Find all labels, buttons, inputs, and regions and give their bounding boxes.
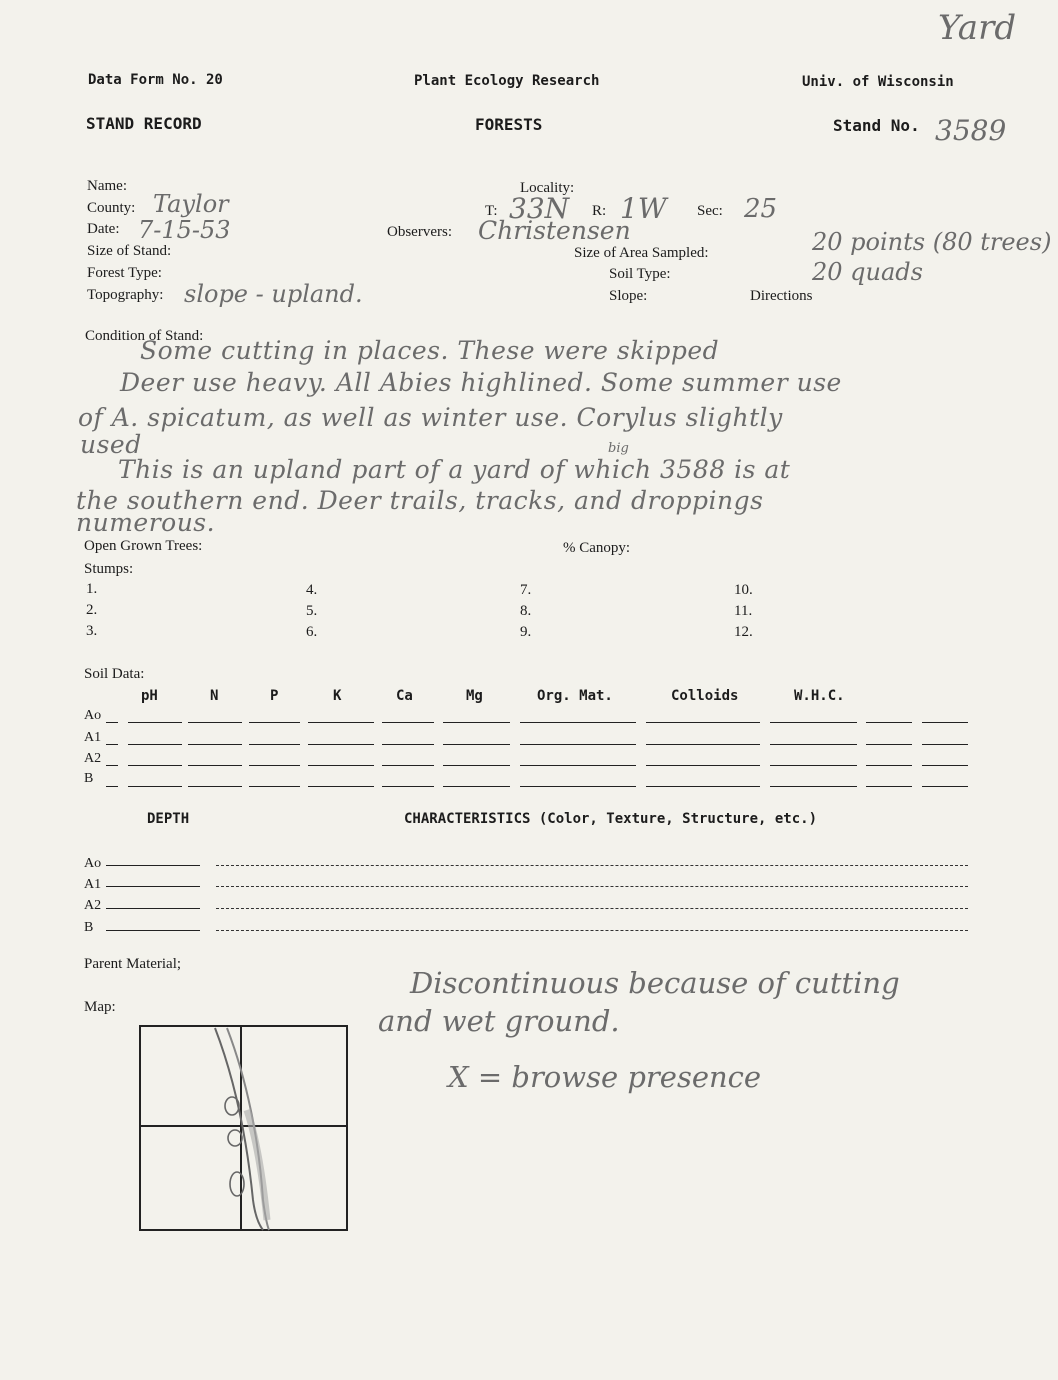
soil-entry-line [382, 765, 434, 766]
soil-col-header: Colloids [671, 688, 739, 704]
map-browse-marker [225, 1097, 239, 1115]
soil-entry-line [866, 744, 912, 745]
condition-line-2: Deer use heavy. All Abies highlined. Some summer use [120, 368, 842, 397]
soil-col-header: Mg [466, 688, 483, 704]
soil-entry-line [106, 722, 118, 723]
soil-entry-line [922, 744, 968, 745]
characteristics-entry-line [216, 908, 968, 909]
stump-number: 9. [520, 624, 532, 640]
date-label: Date: [87, 221, 120, 237]
soil-entry-line [188, 744, 242, 745]
stump-number: 5. [306, 603, 318, 619]
soil-entry-line [922, 786, 968, 787]
corner-note: Yard [938, 8, 1017, 48]
soil-entry-line [520, 744, 636, 745]
soil-entry-line [382, 722, 434, 723]
soil-entry-line [106, 786, 118, 787]
map-label: Map: [84, 999, 116, 1015]
soil-entry-line [249, 765, 300, 766]
soil-entry-line [249, 722, 300, 723]
condition-line-6: the southern end. Deer trails, tracks, and droppings [76, 486, 764, 515]
stump-number: 2. [86, 602, 98, 618]
topography-value: slope - upland. [184, 280, 363, 308]
university: Univ. of Wisconsin [802, 74, 954, 90]
name-label: Name: [87, 178, 127, 194]
stump-number: 4. [306, 582, 318, 598]
condition-line-7: numerous. [76, 508, 216, 537]
soil-entry-line [922, 722, 968, 723]
soil-entry-line [922, 765, 968, 766]
forest-title: FORESTS [475, 115, 543, 134]
soil-entry-line [188, 722, 242, 723]
canopy-label: % Canopy: [563, 540, 631, 556]
slope-label: Slope: [609, 288, 648, 304]
soil-col-header: W.H.C. [794, 688, 845, 704]
section-value: 25 [744, 194, 778, 224]
soil-row-label: Ao [84, 708, 102, 723]
stump-number: 11. [734, 603, 753, 619]
soil-entry-line [646, 744, 760, 745]
depth-entry-line [106, 930, 200, 931]
range-label: R: [592, 203, 607, 219]
parent-material-label: Parent Material; [84, 956, 182, 972]
soil-data-label: Soil Data: [84, 666, 145, 682]
soil-entry-line [646, 765, 760, 766]
soil-entry-line [443, 722, 510, 723]
forest-type-label: Forest Type: [87, 265, 162, 281]
depth-row-label: A1 [84, 877, 102, 892]
soil-entry-line [443, 786, 510, 787]
soil-entry-line [443, 744, 510, 745]
condition-line-1: Some cutting in places. These were skipped [140, 336, 720, 365]
stand-number-value: 3589 [935, 114, 1007, 147]
county-value: Taylor [153, 190, 229, 218]
characteristics-label: CHARACTERISTICS (Color, Texture, Structure, etc.) [404, 811, 818, 827]
soil-entry-line [308, 786, 374, 787]
soil-entry-line [770, 744, 857, 745]
soil-entry-line [188, 765, 242, 766]
township-label: T: [485, 203, 498, 219]
stump-number: 10. [734, 582, 753, 598]
map-note-2: and wet ground. [378, 1004, 620, 1038]
depth-row-label: A2 [84, 898, 102, 913]
soil-entry-line [866, 765, 912, 766]
soil-col-header: K [333, 688, 342, 704]
soil-entry-line [520, 722, 636, 723]
soil-entry-line [770, 722, 857, 723]
size-of-stand-label: Size of Stand: [87, 243, 172, 259]
soil-entry-line [382, 786, 434, 787]
soil-col-header: Org. Mat. [537, 688, 613, 704]
topography-label: Topography: [87, 287, 164, 303]
soil-entry-line [308, 744, 374, 745]
stump-number: 1. [86, 581, 98, 597]
soil-entry-line [128, 744, 182, 745]
county-label: County: [87, 200, 136, 216]
depth-entry-line [106, 908, 200, 909]
soil-type-label: Soil Type: [609, 266, 671, 282]
soil-entry-line [128, 786, 182, 787]
depth-entry-line [106, 865, 200, 866]
characteristics-entry-line [216, 886, 968, 887]
soil-entry-line [443, 765, 510, 766]
soil-entry-line [646, 722, 760, 723]
soil-col-header: pH [141, 688, 158, 704]
stump-number: 8. [520, 603, 532, 619]
area-sampled-quads: 20 quads [812, 258, 923, 286]
area-sampled-value: 20 points (80 trees) [812, 228, 1052, 256]
soil-entry-line [770, 786, 857, 787]
soil-col-header: P [270, 688, 279, 704]
condition-label: Condition of Stand: [85, 328, 204, 344]
date-value: 7-15-53 [138, 216, 231, 244]
observers-value: Christensen [478, 216, 631, 245]
observers-label: Observers: [387, 224, 452, 240]
stumps-label: Stumps: [84, 561, 134, 577]
soil-col-header: Ca [396, 688, 413, 704]
depth-entry-line [106, 886, 200, 887]
stump-number: 12. [734, 624, 753, 640]
depth-label: DEPTH [147, 811, 190, 827]
depth-row-label: B [84, 920, 94, 935]
soil-row-label: B [84, 771, 94, 786]
form-number: Data Form No. 20 [88, 72, 223, 88]
soil-entry-line [128, 722, 182, 723]
section-label: Sec: [697, 203, 723, 219]
soil-entry-line [308, 765, 374, 766]
stump-number: 6. [306, 624, 318, 640]
map-sketch [135, 1020, 355, 1236]
condition-line-5: This is an upland part of a yard of which 3588 is at [118, 455, 791, 484]
soil-entry-line [520, 765, 636, 766]
map-note-1: Discontinuous because of cutting [410, 966, 900, 1000]
soil-entry-line [188, 786, 242, 787]
open-grown-trees-label: Open Grown Trees: [84, 538, 203, 554]
record-title: STAND RECORD [86, 114, 202, 133]
directions-label: Directions [750, 288, 813, 304]
stand-number-label: Stand No. [833, 116, 920, 135]
soil-entry-line [770, 765, 857, 766]
soil-entry-line [308, 722, 374, 723]
map-note-3: X = browse presence [448, 1060, 762, 1094]
soil-row-label: A2 [84, 751, 102, 766]
stump-number: 3. [86, 623, 98, 639]
soil-entry-line [128, 765, 182, 766]
township-value: 33N [509, 192, 570, 225]
map-browse-marker [228, 1130, 242, 1146]
condition-line-4: used [80, 430, 142, 459]
soil-row-label: A1 [84, 730, 102, 745]
soil-entry-line [249, 744, 300, 745]
soil-entry-line [646, 786, 760, 787]
soil-col-header: N [210, 688, 219, 704]
condition-line-3: of A. spicatum, as well as winter use. Corylus slightly [78, 403, 783, 432]
soil-entry-line [866, 722, 912, 723]
condition-insert-word: big [608, 441, 629, 456]
range-value: 1W [620, 192, 667, 225]
locality-label: Locality: [520, 180, 575, 196]
soil-entry-line [866, 786, 912, 787]
stump-number: 7. [520, 582, 532, 598]
soil-entry-line [249, 786, 300, 787]
organization: Plant Ecology Research [414, 73, 600, 89]
characteristics-entry-line [216, 865, 968, 866]
soil-entry-line [382, 744, 434, 745]
soil-entry-line [106, 744, 118, 745]
area-sampled-label: Size of Area Sampled: [574, 245, 709, 261]
characteristics-entry-line [216, 930, 968, 931]
soil-entry-line [520, 786, 636, 787]
depth-row-label: Ao [84, 856, 102, 871]
soil-entry-line [106, 765, 118, 766]
